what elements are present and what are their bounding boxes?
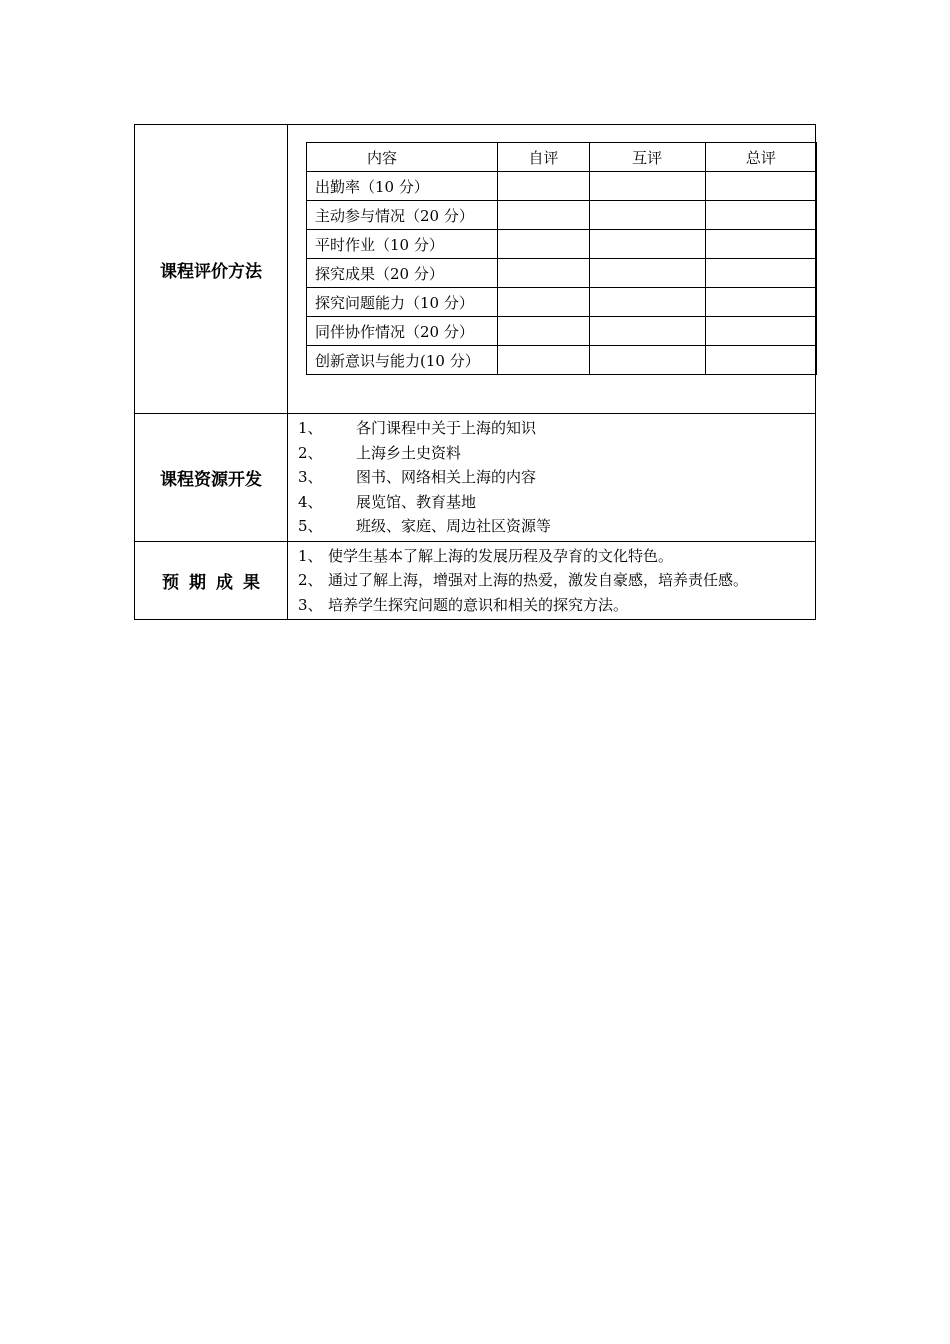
list-item [298,593,815,618]
self-eval-cell [498,172,589,201]
header-self-eval: 自评 [498,143,589,172]
total-eval-cell [705,172,816,201]
peer-eval-cell [589,172,705,201]
peer-eval-cell [589,317,705,346]
item-number: 5、 [298,517,323,535]
item-text: 上海乡土史资料 [356,443,462,462]
peer-eval-cell [589,201,705,230]
item-number: 4、 [298,492,323,511]
self-eval-cell [498,346,589,375]
criterion-label: 探究问题能力（10 分） [307,288,498,317]
list-item [298,465,815,490]
evaluation-item-row [307,288,817,317]
evaluation-item-row [307,317,817,346]
outcomes-row [135,541,816,620]
item-text: 通过了解上海，增强对上海的热爱，激发自豪感，培养责任感。 [328,571,749,589]
header-peer-eval: 互评 [589,143,705,172]
item-text: 各门课程中关于上海的知识 [356,419,537,437]
criterion-label: 探究成果（20 分） [307,259,498,288]
header-total-eval: 总评 [705,143,816,172]
item-number: 2、 [298,571,323,589]
list-item [298,544,815,569]
peer-eval-cell [589,259,705,288]
list-item [298,490,815,515]
peer-eval-cell [589,346,705,375]
header-content: 内容 [307,143,498,172]
evaluation-item-row [307,230,817,259]
list-item [298,514,815,539]
self-eval-cell [498,288,589,317]
total-eval-cell [705,317,816,346]
evaluation-item-row [307,172,817,201]
item-text: 班级、家庭、周边社区资源等 [356,517,552,535]
list-item [298,441,815,466]
criterion-label: 创新意识与能力(10 分） [307,346,498,375]
self-eval-cell [498,317,589,346]
total-eval-cell [705,230,816,259]
outcomes-list [288,541,816,620]
criterion-label: 平时作业（10 分） [307,230,498,259]
item-number: 1、 [298,546,323,565]
resources-list [288,414,816,542]
criterion-label: 出勤率（10 分） [307,172,498,201]
total-eval-cell [705,259,816,288]
evaluation-row [135,125,816,414]
evaluation-item-row [307,346,817,375]
list-item [298,568,815,593]
evaluation-table [306,142,817,375]
resources-label: 课程资源开发 [135,414,288,542]
self-eval-cell [498,230,589,259]
peer-eval-cell [589,230,705,259]
list-item [298,416,815,441]
self-eval-cell [498,201,589,230]
item-number: 1、 [298,419,323,437]
evaluation-header-row [307,143,817,172]
evaluation-label: 课程评价方法 [135,125,288,414]
item-number: 2、 [298,443,323,462]
item-number: 3、 [298,468,323,486]
resources-row [135,414,816,542]
total-eval-cell [705,346,816,375]
outcomes-label: 预期成果 [135,541,288,620]
criterion-label: 主动参与情况（20 分） [307,201,498,230]
total-eval-cell [705,288,816,317]
self-eval-cell [498,259,589,288]
item-text: 图书、网络相关上海的内容 [356,468,537,486]
item-text: 培养学生探究问题的意识和相关的探究方法。 [328,595,629,614]
criterion-label: 同伴协作情况（20 分） [307,317,498,346]
evaluation-content [288,125,816,414]
item-text: 使学生基本了解上海的发展历程及孕育的文化特色。 [328,546,674,565]
item-number: 3、 [298,595,323,614]
evaluation-item-row [307,259,817,288]
total-eval-cell [705,201,816,230]
peer-eval-cell [589,288,705,317]
course-plan-table [134,124,816,620]
evaluation-item-row [307,201,817,230]
item-text: 展览馆、教育基地 [356,492,477,511]
